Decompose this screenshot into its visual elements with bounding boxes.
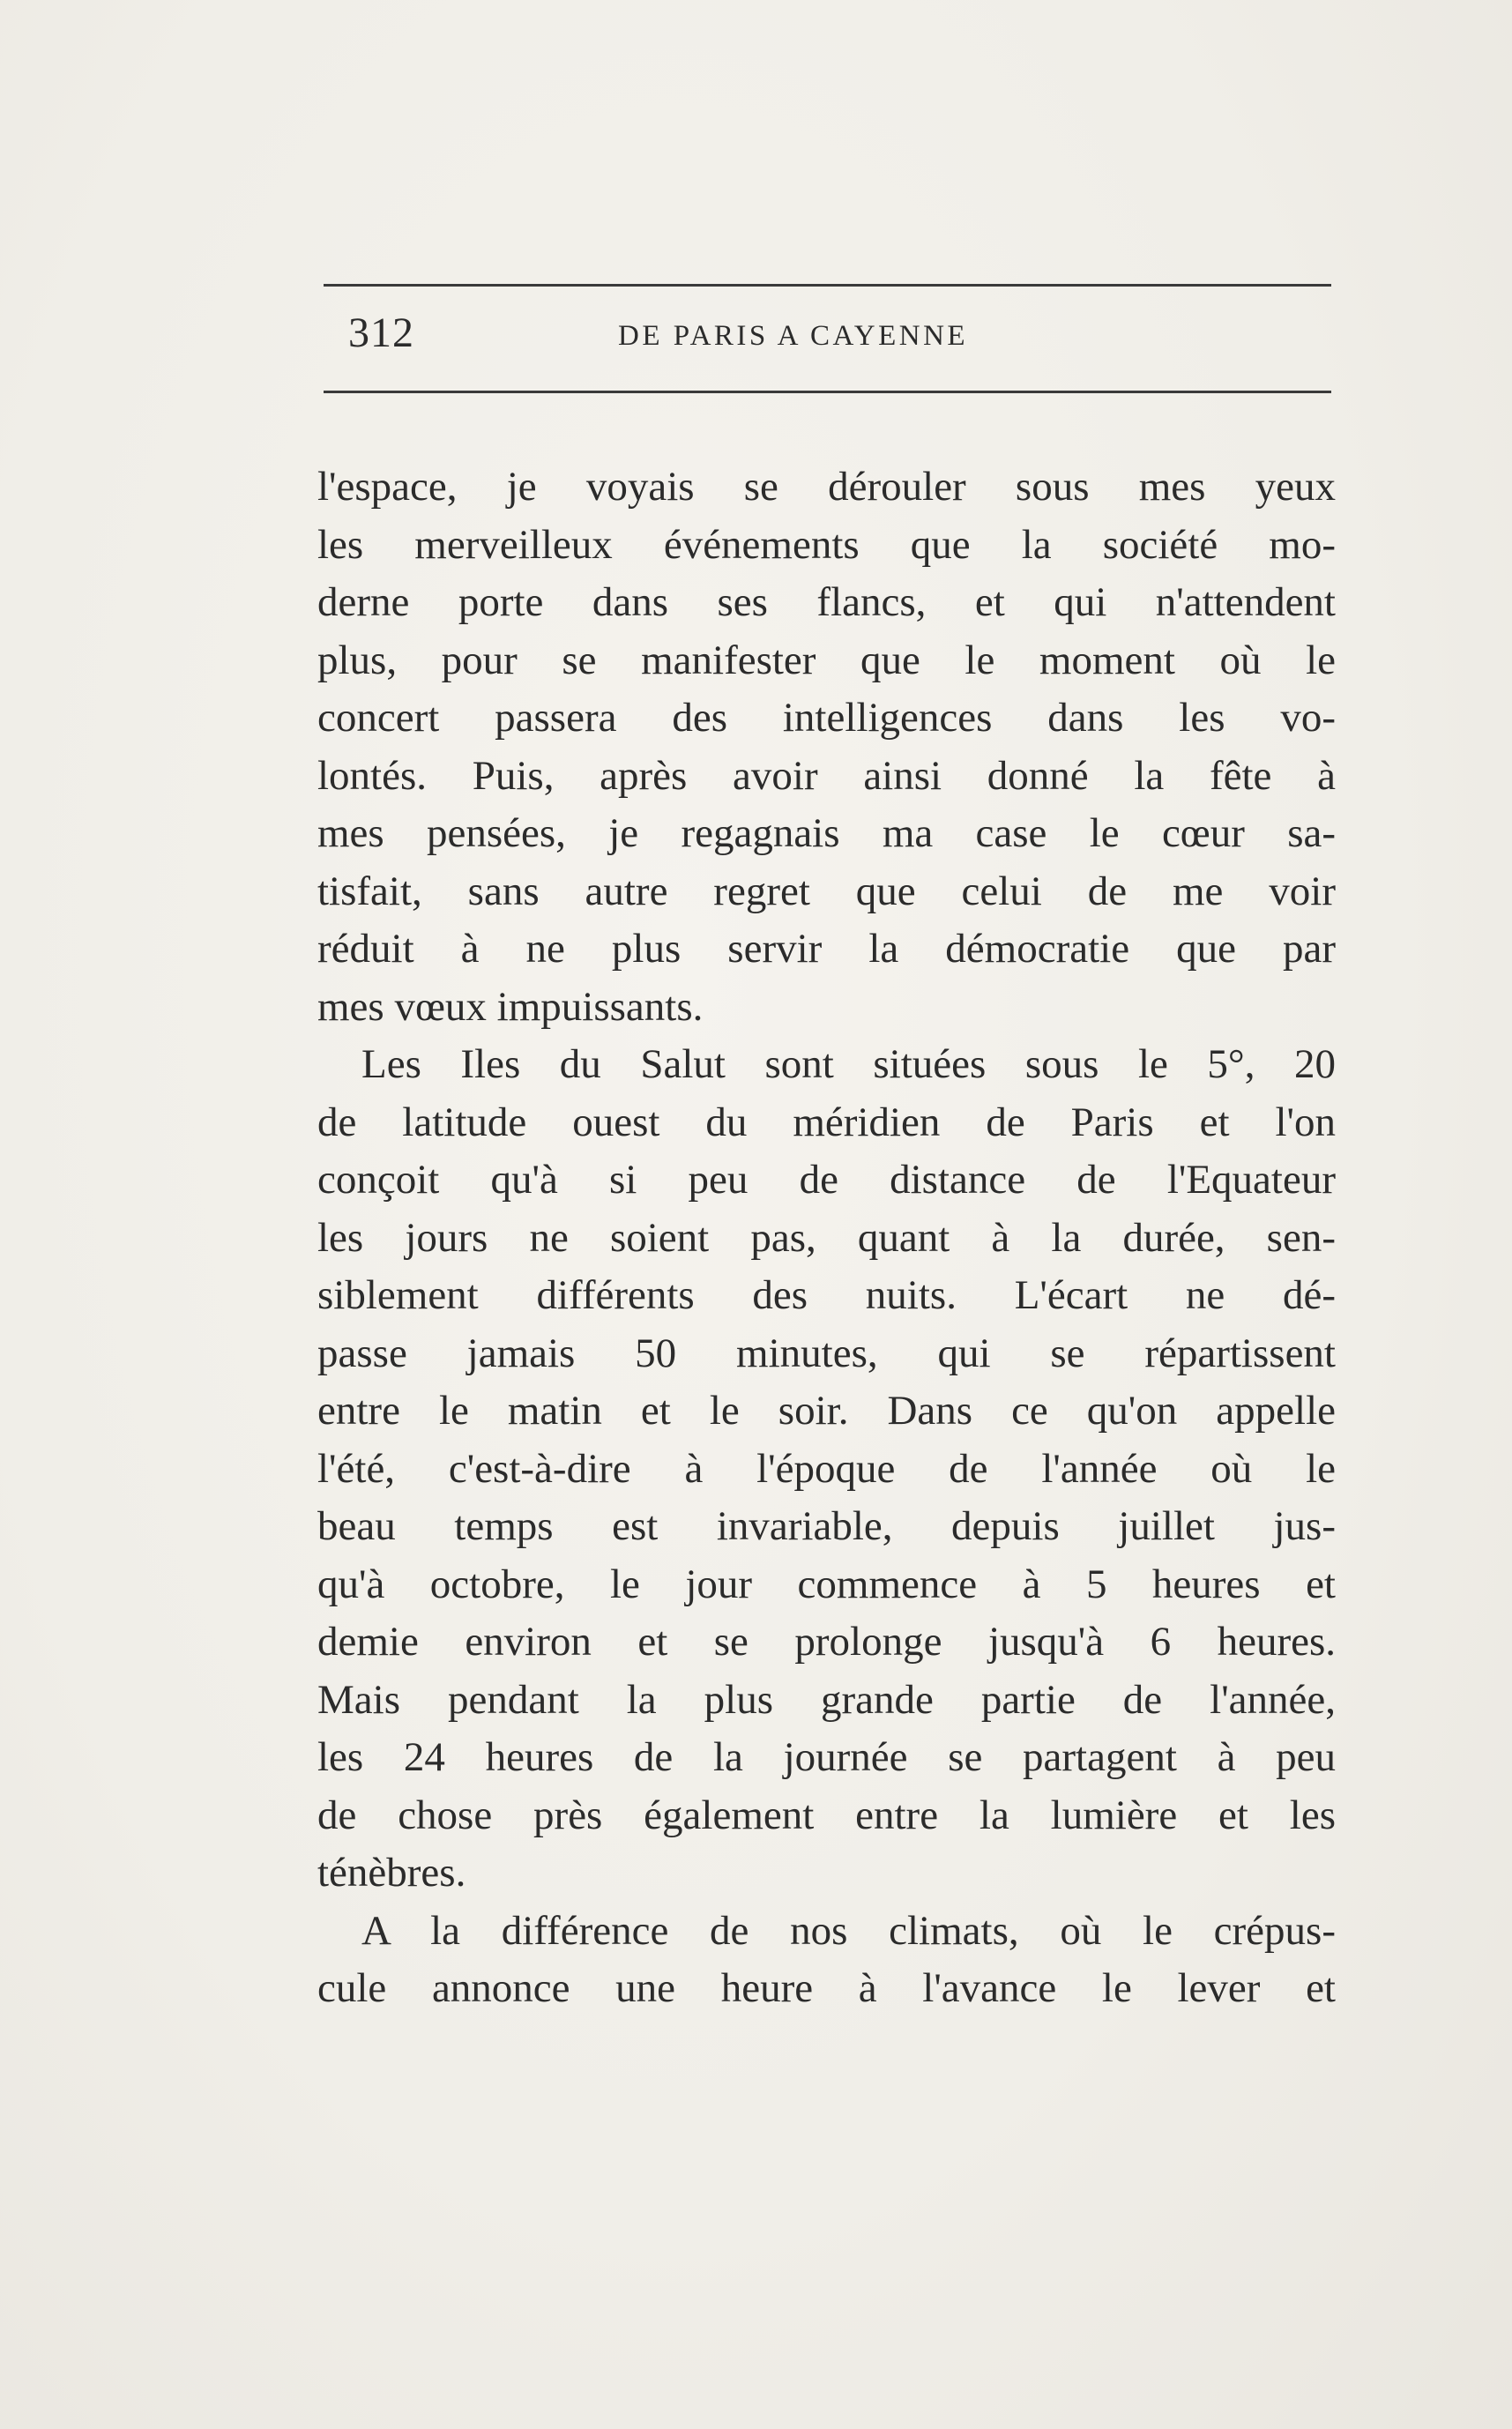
paragraph-1 <box>317 458 1336 1036</box>
text-line: les 24 heures de la journée se partagent à peu <box>317 1734 1336 1780</box>
paragraph-3 <box>317 1903 1336 2018</box>
text-line: A la différence de nos climats, où le crépus- <box>361 1907 1336 1954</box>
header-top-rule <box>324 284 1331 287</box>
text-line: mes vœux impuissants. <box>317 983 704 1030</box>
text-line: les merveilleux événements que la société mo- <box>317 521 1336 568</box>
page-header <box>324 307 1331 369</box>
text-line: beau temps est invariable, depuis juillet jus- <box>317 1503 1336 1549</box>
body-text <box>317 458 1336 2018</box>
text-line: entre le matin et le soir. Dans ce qu'on appelle <box>317 1388 1336 1434</box>
page-number: 312 <box>348 309 414 356</box>
text-line: Mais pendant la plus grande partie de l'année, <box>317 1676 1336 1723</box>
text-line: les jours ne soient pas, quant à la durée, sen- <box>317 1214 1336 1261</box>
text-line: Les Iles du Salut sont situées sous le 5°, 20 <box>361 1041 1336 1087</box>
text-line: l'été, c'est-à-dire à l'époque de l'année où le <box>317 1445 1336 1492</box>
text-line: conçoit qu'à si peu de distance de l'Equateur <box>317 1157 1336 1203</box>
text-line: l'espace, je voyais se dérouler sous mes yeux <box>317 464 1336 510</box>
text-line: cule annonce une heure à l'avance le lever et <box>317 1965 1336 2011</box>
text-line: derne porte dans ses flancs, et qui n'attendent <box>317 579 1336 625</box>
header-bottom-rule <box>324 391 1331 393</box>
text-line: lontés. Puis, après avoir ainsi donné la fête à <box>317 752 1336 799</box>
text-line: ténèbres. <box>317 1850 466 1896</box>
text-line: concert passera des intelligences dans les vo- <box>317 695 1336 741</box>
running-head: DE PARIS A CAYENNE <box>618 320 969 352</box>
text-line: tisfait, sans autre regret que celui de me voir <box>317 868 1336 914</box>
paragraph-2 <box>317 1036 1336 1903</box>
text-line: de latitude ouest du méridien de Paris et l'on <box>317 1099 1336 1145</box>
text-line: réduit à ne plus servir la démocratie que par <box>317 926 1336 972</box>
text-line: demie environ et se prolonge jusqu'à 6 heures. <box>317 1619 1336 1665</box>
text-line: de chose près également entre la lumière et les <box>317 1792 1336 1838</box>
text-line: passe jamais 50 minutes, qui se répartissent <box>317 1330 1336 1376</box>
text-line: mes pensées, je regagnais ma case le cœur sa- <box>317 810 1336 856</box>
text-line: qu'à octobre, le jour commence à 5 heures et <box>317 1561 1336 1607</box>
text-line: plus, pour se manifester que le moment où le <box>317 637 1336 683</box>
text-line: siblement différents des nuits. L'écart ne dé- <box>317 1272 1336 1318</box>
